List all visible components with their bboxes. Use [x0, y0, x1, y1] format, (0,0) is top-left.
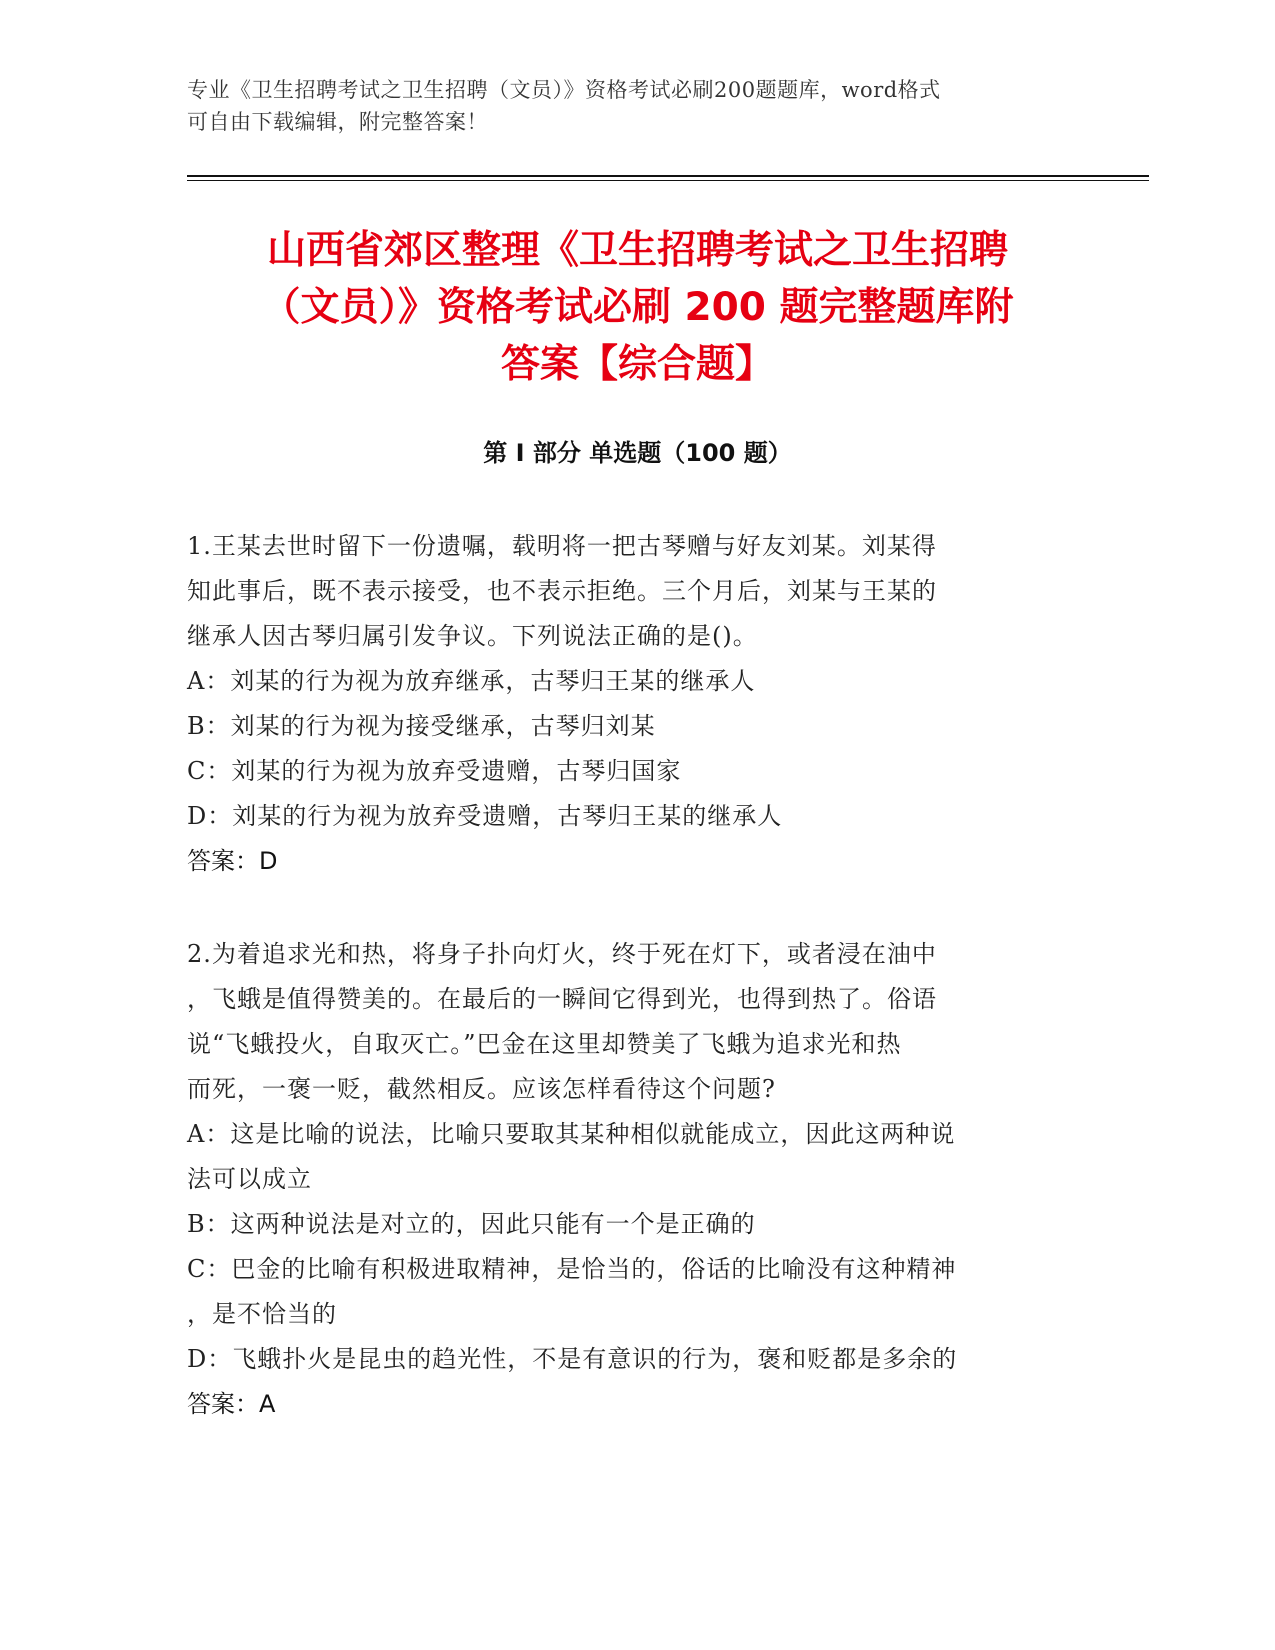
option-c: C：巴金的比喻有积极进取精神，是恰当的，俗话的比喻没有这种精神: [187, 1255, 957, 1283]
question-stem-line: 知此事后，既不表示接受，也不表示拒绝。三个月后，刘某与王某的: [187, 577, 937, 605]
option-a: A：这是比喻的说法，比喻只要取其某种相似就能成立，因此这两种说: [187, 1120, 956, 1148]
option-b: B：这两种说法是对立的，因此只能有一个是正确的: [187, 1210, 756, 1238]
header-divider-thick: [187, 175, 1149, 177]
option-c-continuation: ，是不恰当的: [187, 1300, 337, 1328]
question-1: [187, 524, 1067, 884]
option-d: D：飞蛾扑火是昆虫的趋光性，不是有意识的行为，褒和贬都是多余的: [187, 1345, 958, 1373]
section-title: 第 I 部分 单选题（100 题）: [483, 439, 792, 467]
question-stem-line: 说“飞蛾投火，自取灭亡。”巴金在这里却赞美了飞蛾为追求光和热: [187, 1030, 902, 1058]
header-note: [187, 74, 1067, 138]
option-d: D：刘某的行为视为放弃受遗赠，古琴归王某的继承人: [187, 802, 783, 830]
document-title-line: 答案【综合题】: [500, 342, 774, 387]
option-a-continuation: 法可以成立: [187, 1165, 312, 1193]
document-title: [160, 222, 1115, 393]
header-note-line: 专业《卫生招聘考试之卫生招聘（文员）》资格考试必刷200题题库，word格式: [187, 78, 941, 102]
option-b: B：刘某的行为视为接受继承，古琴归刘某: [187, 712, 656, 740]
document-title-line: （文员）》资格考试必刷 200 题完整题库附: [261, 285, 1014, 330]
answer: 答案：A: [187, 1390, 276, 1418]
question-stem-line: 2.为着追求光和热，将身子扑向灯火，终于死在灯下，或者浸在油中: [187, 940, 937, 968]
question-2: [187, 932, 1067, 1427]
document-title-line: 山西省郊区整理《卫生招聘考试之卫生招聘: [266, 228, 1008, 273]
option-c: C：刘某的行为视为放弃受遗赠，古琴归国家: [187, 757, 682, 785]
answer: 答案：D: [187, 847, 278, 875]
question-stem-line: ，飞蛾是值得赞美的。在最后的一瞬间它得到光，也得到热了。俗语: [187, 985, 937, 1013]
question-stem-line: 继承人因古琴归属引发争议。下列说法正确的是()。: [187, 622, 758, 650]
header-note-line: 可自由下载编辑，附完整答案！: [187, 110, 488, 134]
option-a: A：刘某的行为视为放弃继承，古琴归王某的继承人: [187, 667, 756, 695]
question-stem-line: 1.王某去世时留下一份遗嘱，载明将一把古琴赠与好友刘某。刘某得: [187, 532, 937, 560]
question-stem-line: 而死，一褒一贬，截然相反。应该怎样看待这个问题?: [187, 1075, 776, 1103]
header-divider-thin: [187, 180, 1149, 181]
